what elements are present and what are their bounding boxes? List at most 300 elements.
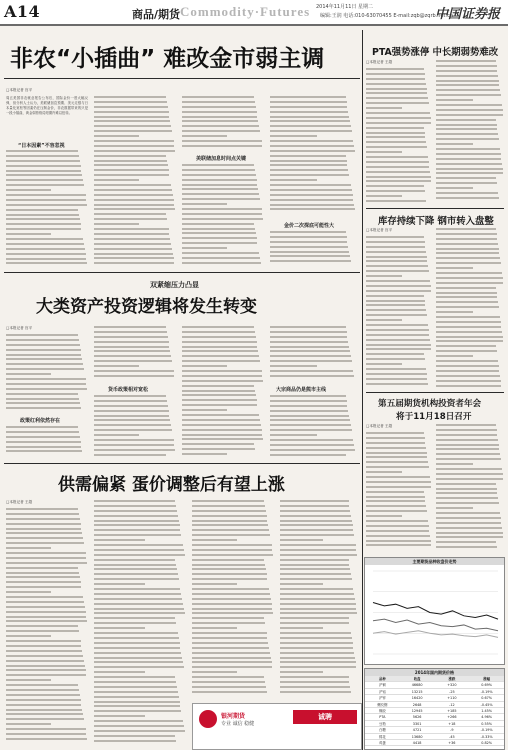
text-line <box>366 344 431 346</box>
text-line <box>182 346 257 348</box>
text-line <box>192 578 267 580</box>
text-line <box>6 179 83 181</box>
text-line <box>6 630 79 632</box>
table-row <box>365 740 504 746</box>
text-line <box>94 740 176 742</box>
text-line <box>436 109 503 111</box>
text-line <box>436 257 500 259</box>
table-cell: 沪铝 <box>378 689 386 694</box>
text-line <box>366 246 425 248</box>
article1-byline: □本报记者 官平 <box>6 88 33 92</box>
text-line <box>94 135 139 137</box>
text-line <box>436 267 473 269</box>
article2-col1a-text <box>6 334 88 414</box>
text-line <box>270 365 317 367</box>
text-line <box>280 598 355 600</box>
text-line <box>192 520 267 522</box>
right-article2-col2 <box>436 228 504 390</box>
text-line <box>182 174 256 176</box>
text-line <box>6 248 85 250</box>
text-line <box>270 184 351 186</box>
text-line <box>6 635 51 637</box>
text-line <box>94 681 176 683</box>
text-line <box>436 119 496 121</box>
table-cell: 鸡蛋 <box>378 740 386 745</box>
text-line <box>94 350 170 352</box>
text-line <box>6 170 81 172</box>
text-line <box>94 720 183 722</box>
text-line <box>366 185 424 187</box>
table-cell: 棉花 <box>378 734 386 739</box>
text-line <box>366 190 425 192</box>
text-line <box>436 527 502 529</box>
chart-caption: 主要期货品种收盘价走势 <box>365 558 504 565</box>
text-line <box>6 233 51 235</box>
text-line <box>270 120 350 122</box>
text-line <box>436 380 501 382</box>
text-line <box>94 661 183 663</box>
text-line <box>366 265 428 267</box>
text-line <box>94 419 170 421</box>
text-line <box>366 290 431 292</box>
text-line <box>182 101 255 103</box>
text-line <box>280 642 353 644</box>
text-line <box>94 637 179 639</box>
text-line <box>436 262 501 264</box>
text-line <box>270 449 355 451</box>
text-line <box>182 409 227 411</box>
text-line <box>6 204 87 206</box>
text-line <box>366 481 431 483</box>
text-line <box>94 588 180 590</box>
text-line <box>192 500 264 502</box>
text-line <box>94 194 173 196</box>
text-line <box>94 593 181 595</box>
text-line <box>270 415 349 417</box>
text-line <box>366 136 425 138</box>
text-line <box>182 188 258 190</box>
text-line <box>280 676 349 678</box>
text-line <box>280 617 349 619</box>
text-line <box>192 559 264 561</box>
text-line <box>270 111 348 113</box>
table-cell: 2648 <box>412 702 422 707</box>
text-line <box>182 252 259 254</box>
text-line <box>366 476 430 478</box>
text-line <box>94 520 179 522</box>
text-line <box>366 112 430 114</box>
text-line <box>94 189 172 191</box>
text-line <box>436 326 501 328</box>
table-cell: -12 <box>449 702 455 707</box>
text-line <box>94 410 169 412</box>
text-line <box>6 669 86 671</box>
text-line <box>6 441 81 443</box>
text-line <box>6 650 82 652</box>
text-line <box>6 645 81 647</box>
table-cell: -25 <box>449 689 455 694</box>
table-cell: -45 <box>449 734 455 739</box>
text-line <box>6 596 83 598</box>
text-line <box>182 184 257 186</box>
text-line <box>182 341 257 343</box>
text-line <box>94 730 185 732</box>
text-line <box>192 647 269 649</box>
text-line <box>6 436 80 438</box>
text-line <box>366 378 427 380</box>
text-line <box>280 652 354 654</box>
text-line <box>192 612 273 614</box>
table-cell: -9 <box>450 728 454 733</box>
text-line <box>94 415 169 417</box>
text-line <box>94 96 166 98</box>
table-header-cell: 品种 <box>365 676 400 681</box>
table-header-cell: 涨幅 <box>469 676 504 681</box>
article1-col4a-text <box>270 96 356 216</box>
table-cell: 12945 <box>411 708 423 713</box>
text-line <box>6 368 84 370</box>
text-line <box>6 591 51 593</box>
table-header-cell: 收盘 <box>400 676 435 681</box>
text-line <box>436 360 498 362</box>
text-line <box>436 187 473 189</box>
text-line <box>182 169 255 171</box>
text-line <box>94 184 171 186</box>
text-line <box>6 194 86 196</box>
text-line <box>280 578 352 580</box>
text-line <box>436 182 497 184</box>
table-cell: +110 <box>447 696 457 701</box>
text-line <box>436 197 499 199</box>
text-line <box>94 529 180 531</box>
article3-col3-text <box>192 500 274 700</box>
article2-byline: □本报记者 官平 <box>6 326 33 330</box>
text-line <box>366 500 425 502</box>
text-line <box>94 705 180 707</box>
text-line <box>94 666 184 668</box>
text-line <box>6 537 83 539</box>
price-chart <box>364 557 505 665</box>
text-line <box>366 256 427 258</box>
text-line <box>182 399 257 401</box>
text-line <box>366 452 427 454</box>
text-line <box>280 510 350 512</box>
table-cell: 沪铜 <box>378 683 386 688</box>
table-cell: +36 <box>448 740 456 745</box>
text-line <box>436 483 496 485</box>
text-line <box>182 262 261 264</box>
text-line <box>366 486 431 488</box>
text-line <box>366 535 430 537</box>
text-line <box>366 146 427 148</box>
text-line <box>270 145 354 147</box>
text-line <box>270 135 317 137</box>
right-article3-col1 <box>366 432 432 554</box>
table-cell: 16420 <box>411 696 423 701</box>
text-line <box>94 218 167 220</box>
text-line <box>182 116 257 118</box>
text-line <box>6 199 86 201</box>
text-line <box>270 400 347 402</box>
text-line <box>6 611 86 613</box>
text-line <box>94 169 169 171</box>
text-line <box>94 336 168 338</box>
text-line <box>94 145 174 147</box>
text-line <box>94 233 169 235</box>
text-line <box>270 194 353 196</box>
text-line <box>192 622 265 624</box>
text-line <box>94 257 174 259</box>
text-line <box>94 164 168 166</box>
text-line <box>94 199 174 201</box>
text-line <box>366 353 424 355</box>
text-line <box>6 552 86 554</box>
text-line <box>6 689 79 691</box>
table-cell: -0.33% <box>480 734 493 739</box>
text-line <box>192 637 267 639</box>
text-line <box>94 346 169 348</box>
text-line <box>436 177 496 179</box>
text-line <box>436 345 496 347</box>
text-line <box>436 463 473 465</box>
text-line <box>366 510 427 512</box>
text-line <box>280 505 349 507</box>
text-line <box>94 652 181 654</box>
text-line <box>366 368 426 370</box>
right-headline-3a: 第五届期货机构投资者年会 <box>378 399 482 409</box>
text-line <box>6 334 78 336</box>
table-header-cell: 涨跌 <box>435 676 470 681</box>
table-cell: 46680 <box>411 683 423 688</box>
text-line <box>366 300 425 302</box>
text-line <box>280 666 356 668</box>
text-line <box>94 715 145 717</box>
text-line <box>94 598 182 600</box>
text-line <box>94 243 171 245</box>
text-line <box>94 111 169 113</box>
text-line <box>94 627 145 629</box>
text-line <box>366 280 430 282</box>
text-line <box>94 326 166 328</box>
text-line <box>94 617 175 619</box>
text-line <box>182 96 254 98</box>
text-line <box>270 350 350 352</box>
text-line <box>366 515 402 517</box>
text-line <box>94 125 171 127</box>
text-line <box>182 179 257 181</box>
table-cell: 豆粕 <box>378 721 386 726</box>
text-line <box>94 510 177 512</box>
article2-col4a-text <box>270 326 356 382</box>
text-line <box>182 228 255 230</box>
text-line <box>94 429 172 431</box>
text-line <box>6 508 78 510</box>
text-line <box>366 496 425 498</box>
article2-col2b-text <box>94 395 176 460</box>
chart-series-line <box>373 631 498 638</box>
newspaper-masthead: 中国证券报 <box>434 7 500 22</box>
text-line <box>6 223 81 225</box>
text-line <box>366 285 431 287</box>
text-line <box>280 500 349 502</box>
table-cell: 0.69% <box>481 683 493 688</box>
text-line <box>366 78 425 80</box>
text-line <box>94 642 180 644</box>
article1-subhead-3: 金价二次探底可能性大 <box>284 223 335 229</box>
text-line <box>280 564 349 566</box>
text-line <box>6 363 83 365</box>
text-line <box>270 174 349 176</box>
article2-headline: 大类资产投资逻辑将发生转变 <box>36 297 257 317</box>
text-line <box>6 446 81 448</box>
text-line <box>270 116 349 118</box>
text-line <box>6 620 87 622</box>
text-line <box>192 534 270 536</box>
right-article3-col2 <box>436 424 504 554</box>
text-line <box>436 444 499 446</box>
text-line <box>94 395 166 397</box>
text-line <box>6 450 82 452</box>
table-cell: 3301 <box>412 721 422 726</box>
text-line <box>182 448 255 450</box>
text-line <box>94 248 172 250</box>
text-line <box>94 696 179 698</box>
text-line <box>366 491 424 493</box>
text-line <box>270 395 346 397</box>
text-line <box>436 133 498 135</box>
text-line <box>366 339 430 341</box>
text-line <box>94 632 178 634</box>
text-line <box>436 478 503 480</box>
text-line <box>366 83 426 85</box>
table-cell: 白糖 <box>378 728 386 733</box>
text-line <box>6 165 81 167</box>
text-line <box>436 350 497 352</box>
text-line <box>270 155 346 157</box>
text-line <box>6 704 81 706</box>
text-line <box>182 380 263 382</box>
text-line <box>366 432 424 434</box>
text-line <box>6 373 51 375</box>
text-line <box>436 522 501 524</box>
text-line <box>192 686 266 688</box>
article2-subhead-3: 大宗商品仍是熊市主线 <box>276 387 327 393</box>
text-line <box>436 94 501 96</box>
table-cell: +320 <box>447 683 457 688</box>
text-line <box>436 104 502 106</box>
text-line <box>182 125 259 127</box>
text-line <box>280 657 355 659</box>
text-line <box>6 523 81 525</box>
text-line <box>436 458 501 460</box>
text-line <box>280 515 351 517</box>
text-line <box>280 686 350 688</box>
text-line <box>182 130 260 132</box>
text-line <box>192 544 272 546</box>
table-cell: +18 <box>448 721 456 726</box>
right-rule-2 <box>366 392 504 393</box>
text-line <box>270 341 348 343</box>
text-line <box>94 223 139 225</box>
ad-logo <box>199 710 217 728</box>
text-line <box>280 691 351 693</box>
text-line <box>182 326 254 328</box>
text-line <box>436 287 496 289</box>
text-line <box>366 466 429 468</box>
text-line <box>270 246 348 248</box>
text-line <box>436 60 496 62</box>
text-line <box>280 554 357 556</box>
text-line <box>270 204 354 206</box>
text-line <box>6 528 81 530</box>
table-title: 2014年国内期货价格 <box>365 669 504 676</box>
text-line <box>270 331 347 333</box>
article1-subhead-2: 美联储加息时间点关键 <box>196 156 247 162</box>
text-line <box>280 608 356 610</box>
text-line <box>94 544 183 546</box>
table-cell: 13215 <box>411 689 423 694</box>
text-line <box>6 189 51 191</box>
text-line <box>436 248 499 250</box>
text-line <box>366 358 425 360</box>
text-line <box>436 536 503 538</box>
article1-col1-text <box>6 150 88 268</box>
text-line <box>436 114 503 116</box>
text-line <box>192 627 237 629</box>
text-line <box>6 576 80 578</box>
text-line <box>6 723 51 725</box>
right-byline-2: □本报记者 官平 <box>366 228 393 232</box>
issue-date: 2014年11月11日 星期二 <box>316 4 374 10</box>
text-line <box>280 588 353 590</box>
article1-subhead-1: “日本因素”不容忽视 <box>18 143 65 149</box>
text-line <box>366 471 402 473</box>
text-line <box>182 111 257 113</box>
text-line <box>192 564 265 566</box>
text-line <box>192 617 264 619</box>
ad-slogan: 专业 诚信 稳健 <box>221 721 255 727</box>
text-line <box>6 713 83 715</box>
text-line <box>270 360 352 362</box>
text-line <box>366 161 429 163</box>
text-line <box>280 632 351 634</box>
text-line <box>280 671 323 673</box>
text-line <box>270 169 348 171</box>
text-line <box>182 419 260 421</box>
article1-rule <box>4 78 360 79</box>
text-line <box>192 529 269 531</box>
text-line <box>436 434 497 436</box>
text-line <box>6 344 80 346</box>
text-line <box>270 410 348 412</box>
text-line <box>6 214 79 216</box>
text-line <box>182 106 256 108</box>
text-line <box>192 554 273 556</box>
text-line <box>6 562 87 564</box>
text-line <box>366 88 427 90</box>
text-line <box>182 164 254 166</box>
text-line <box>270 101 347 103</box>
text-line <box>6 640 81 642</box>
table-cell: 4.96% <box>481 715 493 720</box>
text-line <box>280 568 350 570</box>
text-line <box>366 251 426 253</box>
text-line <box>6 655 83 657</box>
text-line <box>182 223 254 225</box>
text-line <box>182 247 227 249</box>
article2-kicker: 双紧缩压力凸显 <box>150 281 199 289</box>
text-line <box>366 324 428 326</box>
